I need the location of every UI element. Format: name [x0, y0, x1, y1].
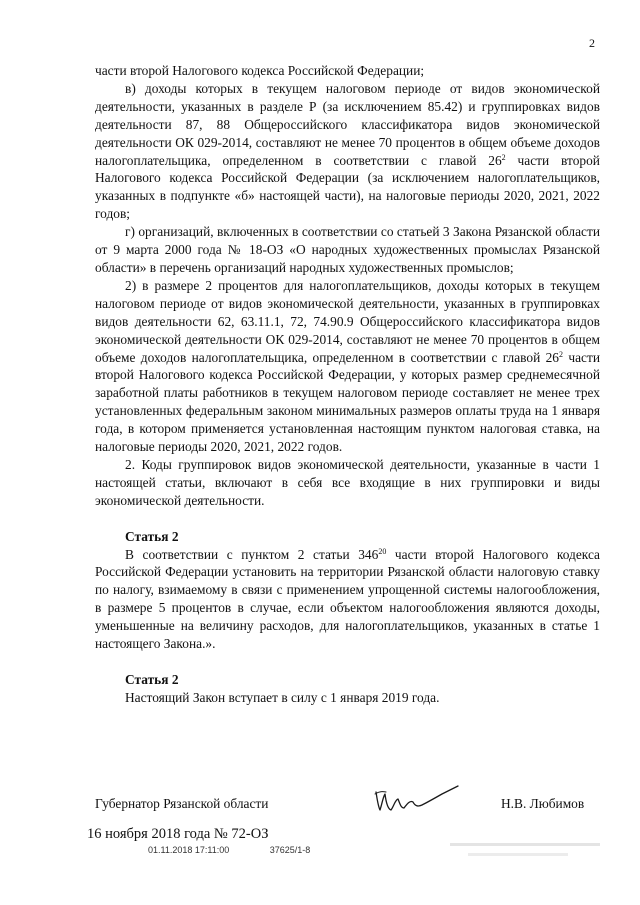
governor-title: Губернатор Рязанской области: [95, 796, 269, 811]
faint-stamp-mark: [448, 840, 608, 862]
article-2-heading: Статья 2: [125, 528, 179, 544]
paragraph-item-2: 2) в размере 2 процентов для налогоплательщиков, доходы которых в текущем налоговом периоде от видов экономической деятельности, указанных в группировках видов деятельности 62, 63.11.1, 72, 74.90.9 Общероссийского классификатора видов экономической деятельности ОК 029-2014, составляют не менее 70 процентов в общем объеме доходов налогоплательщика, определенном в соответствии с главой $26^2$ части второй Налогового кодекса Российской Федерации, у которых размер среднемесячной заработной платы работников в текущем налоговом периоде составляет не менее трех установленных федеральным законом минимальных размеров оплаты труда на 1 января года, в котором применяется установленная настоящим пунктом налоговая ставка, на налоговые периоды 2020, 2021, 2022 годов.: [95, 277, 600, 455]
handwritten-signature: [370, 782, 470, 816]
stamp-reg-number: 37625/1-8: [269, 845, 311, 855]
registration-stamp: [148, 845, 348, 855]
article-3-heading: Статья 2: [125, 672, 179, 687]
signing-date-and-number: 16 ноября 2018 года № 72-ОЗ: [87, 826, 269, 842]
superscript-2: 2: [501, 152, 506, 162]
superscript-20: 20: [378, 546, 387, 556]
stamp-datetime: 01.11.2018 17:11:00: [148, 845, 230, 855]
article-3-text: Настоящий Закон вступает в силу с 1 января 2019 года.: [125, 689, 440, 705]
law-text: [95, 62, 600, 707]
superscript-2: 2: [559, 349, 564, 359]
governor-name: Н.В. Любимов: [501, 796, 585, 811]
paragraph-item-v: в) доходы которых в текущем налоговом периоде от видов экономической деятельности, указанных в разделе Р (за исключением 85.42) и группировках видов деятельности 87, 88 Общероссийского классификатора видов экономической деятельности ОК 029-2014, составляют не менее 70 процентов в общем объеме доходов налогоплательщика, определенном в соответствии с главой $26^2$ части второй Налогового кодекса Российской Федерации (за исключением налогоплательщиков, указанных в подпункте «б» настоящей части), на налоговые периоды 2020, 2021, 2022 годов;: [95, 80, 600, 222]
paragraph-item-g: г) организаций, включенных в соответствии со статьей 3 Закона Рязанской области от 9 марта 2000 года № 18-ОЗ «О народных художественных промыслах Рязанской области» в перечень организаций народных художественных промыслов;: [95, 224, 600, 275]
page-number: 2: [589, 36, 595, 50]
paragraph-continuation: части второй Налогового кодекса Российской Федерации;: [95, 63, 425, 78]
article-2-text: В соответствии с пунктом 2 статьи $346^{20}$ части второй Налогового кодекса Российской Федерации установить на территории Рязанской области налоговую ставку по налогу, взимаемому в связи с применением упрощенной системы налогообложения, в размере 5 процентов в случае, если объектом налогообложения являются доходы, уменьшенные на величину расходов, для налогоплательщиков, указанных в статье 1 настоящего Закона.».: [95, 546, 600, 652]
paragraph-part-2: 2. Коды группировок видов экономической деятельности, указанные в части 1 настоящей статьи, включают в себя все входящие в них группировки и виды экономической деятельности.: [95, 456, 600, 508]
